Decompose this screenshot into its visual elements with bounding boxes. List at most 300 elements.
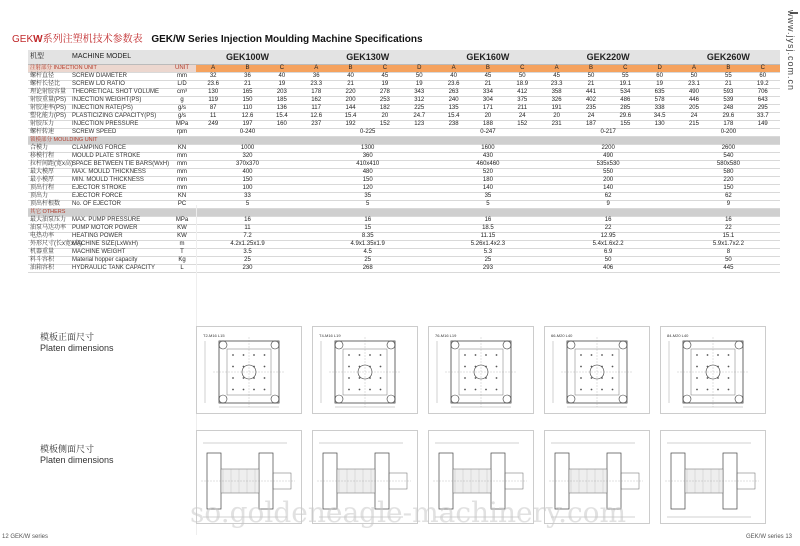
spec-value: 19 bbox=[402, 81, 436, 89]
spec-label-cn: 理论射胶容量 bbox=[28, 89, 70, 97]
spec-value: 178 bbox=[299, 89, 333, 97]
spec-value: 406 bbox=[539, 265, 676, 273]
spec-value: 253 bbox=[368, 97, 402, 105]
spec-label-cn: 油箱容积 bbox=[28, 265, 70, 273]
spec-row bbox=[28, 265, 780, 273]
spec-value: 20 bbox=[539, 113, 573, 121]
platen-front-drawing bbox=[660, 326, 766, 414]
spec-value: 540 bbox=[677, 153, 780, 161]
spec-value: 149 bbox=[746, 121, 781, 129]
spec-value: 412 bbox=[505, 89, 539, 97]
screw-option-letter: C bbox=[746, 65, 781, 73]
spec-value: 539 bbox=[711, 97, 745, 105]
spec-row bbox=[28, 121, 780, 129]
spec-value: 9 bbox=[539, 201, 676, 209]
spec-label-en: HYDRAULIC TANK CAPACITY bbox=[70, 265, 168, 273]
spec-value: 192 bbox=[333, 121, 367, 129]
spec-value: 100 bbox=[196, 185, 299, 193]
spec-value: 50 bbox=[677, 257, 780, 265]
screw-option-letter: B bbox=[471, 65, 505, 73]
spec-value: 211 bbox=[505, 105, 539, 113]
spec-value: 12.6 bbox=[230, 113, 264, 121]
model-name: GEK160W bbox=[436, 50, 539, 65]
spec-label-en: INJECTION PRESSURE bbox=[70, 121, 168, 129]
spec-value: 22 bbox=[677, 225, 780, 233]
spec-value: 230 bbox=[196, 265, 299, 273]
spec-value: 9 bbox=[677, 201, 780, 209]
spec-value: 5.9x1.7x2.2 bbox=[677, 241, 780, 249]
spec-label-en: MACHINE WEIGHT bbox=[70, 249, 168, 257]
spec-value: 25 bbox=[436, 257, 539, 265]
spec-unit: mm bbox=[168, 153, 196, 161]
spec-value: 278 bbox=[368, 89, 402, 97]
platen-side-en: Platen dimensions bbox=[40, 455, 114, 465]
screw-option-letter: D bbox=[642, 65, 676, 73]
spec-label-en: SPACE BETWEEN TIE BARS(WxH) bbox=[72, 161, 170, 167]
spec-unit: MPa bbox=[168, 121, 196, 129]
screw-option-letter: B bbox=[333, 65, 367, 73]
spec-value: 200 bbox=[539, 177, 676, 185]
clamping-section-row bbox=[28, 137, 780, 145]
spec-row bbox=[28, 153, 780, 161]
spec-value: 2200 bbox=[539, 145, 676, 153]
spec-value: 16 bbox=[539, 217, 676, 225]
spec-unit: rpm bbox=[168, 129, 196, 137]
spec-row bbox=[28, 105, 780, 113]
spec-row bbox=[28, 233, 780, 241]
spec-label-en: EJECTOR FORCE bbox=[70, 193, 168, 201]
spec-value: 21 bbox=[230, 81, 264, 89]
spec-value: 19.1 bbox=[608, 81, 642, 89]
spec-value: 40 bbox=[436, 73, 470, 81]
spec-value: 441 bbox=[574, 89, 608, 97]
spec-value: 534 bbox=[608, 89, 642, 97]
spec-value: 2600 bbox=[677, 145, 780, 153]
thread-spec-label: 84-M20 L40 bbox=[667, 333, 689, 338]
spec-label-cn: 射胶压力 bbox=[28, 121, 70, 129]
spec-label-en: Material hopper capacity bbox=[70, 257, 168, 265]
spec-row bbox=[28, 225, 780, 233]
spec-value: 480 bbox=[299, 169, 436, 177]
spec-row bbox=[28, 257, 780, 265]
others-section-row bbox=[28, 209, 780, 217]
spec-row bbox=[28, 97, 780, 105]
unit-header: UNIT bbox=[168, 65, 196, 73]
spec-value: 11.15 bbox=[436, 233, 539, 241]
spec-row bbox=[28, 169, 780, 177]
spec-label-cn: 机器重量 bbox=[28, 249, 70, 257]
screw-option-letter: A bbox=[677, 65, 711, 73]
spec-value: 580 bbox=[677, 169, 780, 177]
section-clamping-label: 锁模部分 MOULDING UNIT bbox=[28, 137, 780, 145]
spec-label-en: No. OF EJECTOR bbox=[70, 201, 168, 209]
spec-value: 225 bbox=[402, 105, 436, 113]
thread-spec-label: 66-M20 L40 bbox=[551, 333, 573, 338]
screw-option-letter: A bbox=[539, 65, 573, 73]
spec-value: 248 bbox=[711, 105, 745, 113]
spec-unit: cm³ bbox=[168, 89, 196, 97]
spec-value: 185 bbox=[265, 97, 299, 105]
spec-value: 21 bbox=[711, 81, 745, 89]
spec-unit: g bbox=[168, 97, 196, 105]
spec-label-cn: 最大模厚 bbox=[28, 169, 70, 177]
spec-value: 135 bbox=[436, 105, 470, 113]
spec-value: 119 bbox=[196, 97, 230, 105]
platen-front-drawing bbox=[312, 326, 418, 414]
spec-label-en: INJECTION RATE(PS) bbox=[70, 105, 168, 113]
spec-unit: mm bbox=[168, 185, 196, 193]
spec-value: 50 bbox=[574, 73, 608, 81]
platen-front-en: Platen dimensions bbox=[40, 343, 114, 353]
spec-value: 535x530 bbox=[539, 161, 676, 169]
spec-value: 334 bbox=[471, 89, 505, 97]
spec-value: 18.9 bbox=[505, 81, 539, 89]
page-title bbox=[12, 30, 423, 44]
spec-value: 130 bbox=[642, 121, 676, 129]
spec-value: 5 bbox=[299, 201, 436, 209]
screw-option-letter: D bbox=[402, 65, 436, 73]
screw-option-letter: A bbox=[436, 65, 470, 73]
spec-value: 4.9x1.35x1.9 bbox=[299, 241, 436, 249]
spec-value: 593 bbox=[711, 89, 745, 97]
spec-value: 36 bbox=[230, 73, 264, 81]
spec-unit: L bbox=[168, 265, 196, 273]
spec-value: 19 bbox=[642, 81, 676, 89]
spec-value: 110 bbox=[230, 105, 264, 113]
spec-value: 0-247 bbox=[436, 129, 539, 137]
screw-option-letter: B bbox=[711, 65, 745, 73]
spec-value: 55 bbox=[711, 73, 745, 81]
spec-value: 62 bbox=[539, 193, 676, 201]
footer-right: GEK/W series 13 bbox=[745, 534, 792, 540]
spec-value: 180 bbox=[436, 177, 539, 185]
spec-value: 50 bbox=[505, 73, 539, 81]
title-cn bbox=[12, 34, 143, 45]
spec-value: 240 bbox=[436, 97, 470, 105]
spec-value: 446 bbox=[677, 97, 711, 105]
spec-value: 62 bbox=[677, 193, 780, 201]
injection-section-row bbox=[28, 65, 780, 73]
spec-value: 15.4 bbox=[436, 113, 470, 121]
spec-value: 182 bbox=[368, 105, 402, 113]
spec-value: 21 bbox=[333, 81, 367, 89]
spec-value: 144 bbox=[333, 105, 367, 113]
spec-value: 23.6 bbox=[196, 81, 230, 89]
spec-value: 18.5 bbox=[436, 225, 539, 233]
spec-row bbox=[28, 217, 780, 225]
spec-label-cn: 油泵马达功率 bbox=[28, 225, 70, 233]
spec-value: 29.6 bbox=[608, 113, 642, 121]
model-label-en: MACHINE MODEL bbox=[70, 50, 196, 65]
spec-value: 550 bbox=[539, 169, 676, 177]
thread-spec-label: T4-M16 L19 bbox=[319, 333, 341, 338]
spec-value: 19.2 bbox=[746, 81, 781, 89]
spec-label-en: MAX. PUMP PRESSURE bbox=[70, 217, 168, 225]
spec-value: 490 bbox=[677, 89, 711, 97]
spec-value: 24 bbox=[574, 113, 608, 121]
spec-value: 16 bbox=[436, 217, 539, 225]
spec-value: 402 bbox=[574, 97, 608, 105]
spec-value: 445 bbox=[677, 265, 780, 273]
spec-value: 343 bbox=[402, 89, 436, 97]
spec-label-cn: 射胶重量(PS) bbox=[28, 97, 70, 105]
spec-unit: mm bbox=[168, 169, 196, 177]
screw-option-letter: A bbox=[196, 65, 230, 73]
spec-value: 152 bbox=[505, 121, 539, 129]
spec-value: 187 bbox=[574, 121, 608, 129]
spec-value: 117 bbox=[299, 105, 333, 113]
spec-label-en: MOULD PLATE STROKE bbox=[70, 153, 168, 161]
spec-label-cn: 拉杆间距(宽x高) bbox=[30, 161, 73, 167]
spec-row bbox=[28, 241, 780, 249]
spec-label-en: SCREW SPEED bbox=[70, 129, 168, 137]
model-label-cn: 机型 bbox=[28, 50, 70, 65]
spec-value: 24 bbox=[505, 113, 539, 121]
spec-value: 360 bbox=[299, 153, 436, 161]
spec-value: 21 bbox=[471, 81, 505, 89]
spec-label-cn: 移模行程 bbox=[28, 153, 70, 161]
spec-row bbox=[28, 129, 780, 137]
spec-value: 11 bbox=[196, 113, 230, 121]
spec-unit: KN bbox=[168, 145, 196, 153]
spec-value: 140 bbox=[539, 185, 676, 193]
spec-row bbox=[28, 185, 780, 193]
spec-value: 285 bbox=[608, 105, 642, 113]
title-en: GEK/W Series Injection Moulding Machine Specifications bbox=[151, 34, 423, 45]
spec-value: 3.5 bbox=[196, 249, 299, 257]
spec-value: 23.3 bbox=[539, 81, 573, 89]
spec-value: 24 bbox=[677, 113, 711, 121]
section-injection-label: 注射部分 INJECTION UNIT bbox=[28, 65, 168, 73]
spec-value: 35 bbox=[299, 193, 436, 201]
spec-label-cn: 塑化能力(PS) bbox=[28, 113, 70, 121]
spec-unit: mm bbox=[168, 177, 196, 185]
spec-value: 0-225 bbox=[299, 129, 436, 137]
screw-option-letter: C bbox=[265, 65, 299, 73]
spec-value: 200 bbox=[333, 97, 367, 105]
spec-value: 7.2 bbox=[196, 233, 299, 241]
spec-label-cn: 顶出力 bbox=[28, 193, 70, 201]
spec-value: 136 bbox=[265, 105, 299, 113]
spec-value: 706 bbox=[746, 89, 781, 97]
spec-value: 178 bbox=[711, 121, 745, 129]
spec-unit: KW bbox=[168, 233, 196, 241]
spec-unit: L/D bbox=[168, 81, 196, 89]
spec-value: 249 bbox=[196, 121, 230, 129]
spec-row bbox=[28, 161, 780, 169]
spec-value: 1300 bbox=[299, 145, 436, 153]
spec-value: 20 bbox=[471, 113, 505, 121]
spec-value: 238 bbox=[436, 121, 470, 129]
spec-value: 140 bbox=[436, 185, 539, 193]
spec-value: 23.1 bbox=[677, 81, 711, 89]
spec-label-en: PLASTICIZING CAPACITY(PS) bbox=[70, 113, 168, 121]
spec-value: 15.1 bbox=[677, 233, 780, 241]
spec-row bbox=[28, 73, 780, 81]
spec-value: 150 bbox=[677, 185, 780, 193]
spec-value: 215 bbox=[677, 121, 711, 129]
spec-label-cn: 螺杆直径 bbox=[28, 73, 70, 81]
spec-value: 25 bbox=[196, 257, 299, 265]
spec-value: 220 bbox=[333, 89, 367, 97]
spec-value: 50 bbox=[677, 73, 711, 81]
spec-value: 4.2x1.25x1.9 bbox=[196, 241, 299, 249]
spec-unit: KN bbox=[168, 193, 196, 201]
spec-label-cn: 合模力 bbox=[28, 145, 70, 153]
spec-label-en: SCREW L/D RATIO bbox=[70, 81, 168, 89]
spec-value: 50 bbox=[539, 257, 676, 265]
spec-value: 24.7 bbox=[402, 113, 436, 121]
spec-value: 490 bbox=[539, 153, 676, 161]
spec-value: 5 bbox=[196, 201, 299, 209]
spec-value: 4.5 bbox=[299, 249, 436, 257]
spec-value: 15.4 bbox=[333, 113, 367, 121]
spec-label-cn: 螺杆转速 bbox=[28, 129, 70, 137]
spec-label-cn: 电热功率 bbox=[28, 233, 70, 241]
spec-value: 0-240 bbox=[196, 129, 299, 137]
spec-unit: Kg bbox=[168, 257, 196, 265]
screw-option-letter: C bbox=[505, 65, 539, 73]
spec-label-en: EJECTOR STROKE bbox=[70, 185, 168, 193]
spec-value: 578 bbox=[642, 97, 676, 105]
platen-front-drawings bbox=[196, 326, 760, 416]
spec-value: 5.3 bbox=[436, 249, 539, 257]
model-name: GEK100W bbox=[196, 50, 299, 65]
spec-value: 6.9 bbox=[539, 249, 676, 257]
spec-label-cn: 顶出杆根数 bbox=[28, 201, 70, 209]
spec-value: 293 bbox=[436, 265, 539, 273]
title-cn-suffix: 系列注塑机技术参数表 bbox=[42, 34, 143, 45]
spec-value: 8 bbox=[677, 249, 780, 257]
spec-row bbox=[28, 201, 780, 209]
spec-value: 29.6 bbox=[711, 113, 745, 121]
spec-row bbox=[28, 81, 780, 89]
spec-value: 150 bbox=[299, 177, 436, 185]
screw-option-letter: C bbox=[368, 65, 402, 73]
spec-label-en: MACHINE SIZE(LxWxH) bbox=[70, 241, 168, 249]
platen-front-drawing bbox=[544, 326, 650, 414]
spec-value: 304 bbox=[471, 97, 505, 105]
spec-value: 1600 bbox=[436, 145, 539, 153]
spec-value: 60 bbox=[746, 73, 781, 81]
spec-value: 430 bbox=[436, 153, 539, 161]
spec-value: 155 bbox=[608, 121, 642, 129]
spec-value: 19 bbox=[368, 81, 402, 89]
platen-front-drawing bbox=[196, 326, 302, 414]
spec-value: 16 bbox=[196, 217, 299, 225]
screw-option-letter: B bbox=[230, 65, 264, 73]
spec-label-en: HEATING POWER bbox=[70, 233, 168, 241]
spec-value: 152 bbox=[368, 121, 402, 129]
spec-row bbox=[28, 145, 780, 153]
spec-unit: mm bbox=[168, 161, 196, 169]
spec-value: 643 bbox=[746, 97, 781, 105]
spec-label-en: THEORETICAL SHOT VOLUME bbox=[70, 89, 168, 97]
spec-value: 520 bbox=[436, 169, 539, 177]
spec-label-cn: 料斗容积 bbox=[28, 257, 70, 265]
footer-left: 12 GEK/W series bbox=[2, 534, 49, 540]
spec-value: 0-217 bbox=[539, 129, 676, 137]
website-text: www.jysj.com.cn bbox=[786, 10, 796, 92]
spec-value: 312 bbox=[402, 97, 436, 105]
spec-value: 5.26x1.4x2.3 bbox=[436, 241, 539, 249]
spec-value: 370x370 bbox=[196, 161, 299, 169]
spec-value: 205 bbox=[677, 105, 711, 113]
spec-value: 15.4 bbox=[265, 113, 299, 121]
spec-table bbox=[28, 50, 780, 273]
model-name: GEK130W bbox=[299, 50, 436, 65]
spec-value: 8.35 bbox=[299, 233, 436, 241]
spec-value: 15 bbox=[299, 225, 436, 233]
spec-value: 358 bbox=[539, 89, 573, 97]
spec-value: 486 bbox=[608, 97, 642, 105]
spec-label-en: PUMP MOTOR POWER bbox=[70, 225, 168, 233]
screw-option-letter: B bbox=[574, 65, 608, 73]
spec-value: 23.6 bbox=[436, 81, 470, 89]
platen-front-cn: 模板正面尺寸 bbox=[40, 332, 95, 342]
spec-label-en: SCREW DIAMETER bbox=[70, 73, 168, 81]
spec-value: 150 bbox=[230, 97, 264, 105]
model-header-row bbox=[28, 50, 780, 65]
spec-value: 338 bbox=[642, 105, 676, 113]
platen-front-label bbox=[40, 332, 114, 354]
spec-value: 220 bbox=[677, 177, 780, 185]
spec-unit: PC bbox=[168, 201, 196, 209]
spec-value: 160 bbox=[265, 121, 299, 129]
spec-value: 580x580 bbox=[677, 161, 780, 169]
spec-value: 40 bbox=[265, 73, 299, 81]
spec-value: 16 bbox=[299, 217, 436, 225]
spec-value: 410x410 bbox=[299, 161, 436, 169]
spec-value: 235 bbox=[574, 105, 608, 113]
spec-value: 12.95 bbox=[539, 233, 676, 241]
spec-value: 5 bbox=[436, 201, 539, 209]
spec-value: 162 bbox=[299, 97, 333, 105]
spec-row bbox=[28, 249, 780, 257]
spec-row bbox=[28, 89, 780, 97]
spec-value: 32 bbox=[196, 73, 230, 81]
spec-unit: g/s bbox=[168, 105, 196, 113]
spec-value: 22 bbox=[539, 225, 676, 233]
spec-label-cn: 最小模厚 bbox=[28, 177, 70, 185]
spec-value: 50 bbox=[402, 73, 436, 81]
spec-value: 19 bbox=[265, 81, 299, 89]
spec-value: 197 bbox=[230, 121, 264, 129]
spec-row bbox=[28, 177, 780, 185]
spec-value: 34.5 bbox=[642, 113, 676, 121]
thread-spec-label: 76-M16 L19 bbox=[435, 333, 457, 338]
spec-unit: g/s bbox=[168, 113, 196, 121]
spec-value: 635 bbox=[642, 89, 676, 97]
spec-value: 460x460 bbox=[436, 161, 539, 169]
spec-value: 165 bbox=[230, 89, 264, 97]
spec-value: 5.4x1.6x2.2 bbox=[539, 241, 676, 249]
platen-side-cn: 模板侧面尺寸 bbox=[40, 444, 95, 454]
spec-unit: T bbox=[168, 249, 196, 257]
spec-value: 16 bbox=[677, 217, 780, 225]
spec-label-cn: 顶出行程 bbox=[28, 185, 70, 193]
model-name: GEK260W bbox=[677, 50, 780, 65]
spec-value: 33 bbox=[196, 193, 299, 201]
title-cn-mid: W bbox=[33, 34, 43, 45]
spec-label-cn: 螺杆长径比 bbox=[28, 81, 70, 89]
spec-label-en: MAX. MOULD THICKNESS bbox=[70, 169, 168, 177]
spec-value: 268 bbox=[299, 265, 436, 273]
spec-value: 237 bbox=[299, 121, 333, 129]
spec-value: 12.6 bbox=[299, 113, 333, 121]
thread-spec-label: T2-M16 L15 bbox=[203, 333, 225, 338]
spec-unit: MPa bbox=[168, 217, 196, 225]
